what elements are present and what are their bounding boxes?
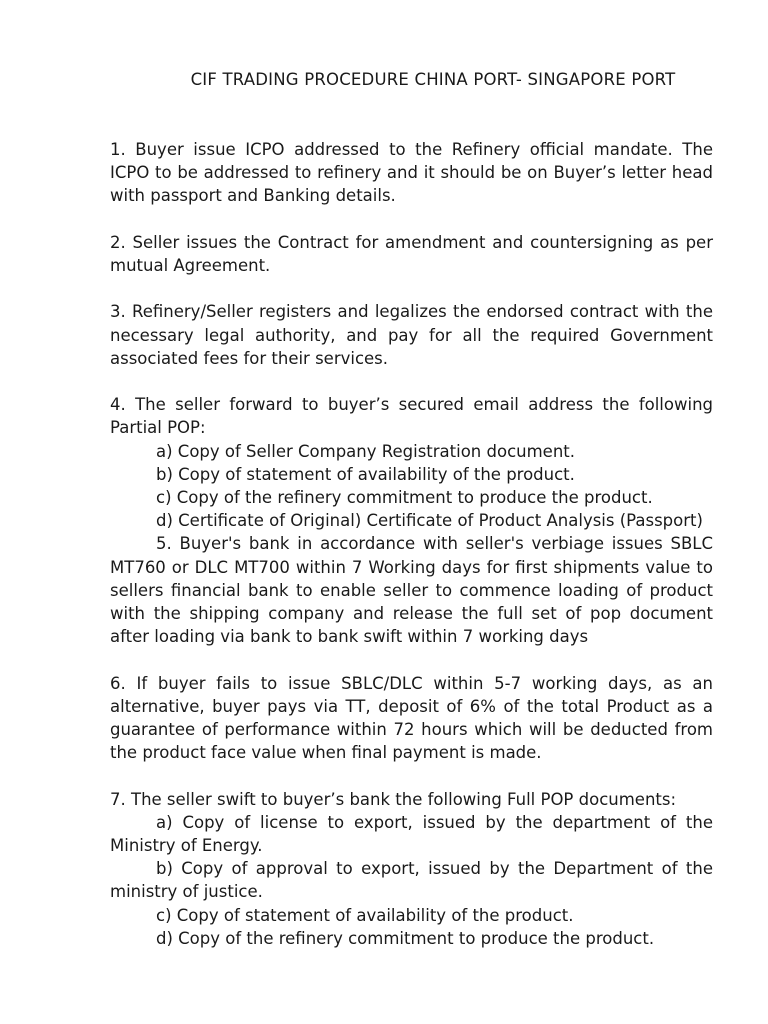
procedure-step-7: 7. The seller swift to buyer’s bank the following Full POP documents: (110, 789, 677, 809)
procedure-step-5: 5. Buyer's bank in accordance with seller's verbiage issues SBLC MT760 or DLC MT700 within 7 Working days for first shipments value to sellers financial bank to enable seller to commence loading of product with the shipping company and release the full set of pop document after loading via bank to bank swift within 7 working days (110, 534, 713, 647)
step-4-subitem-b: b) Copy of statement of availability of the product. (156, 464, 575, 484)
procedure-step-2: 2. Seller issues the Contract for amendment and countersigning as per mutual Agreement. (110, 232, 713, 275)
procedure-step-6: 6. If buyer fails to issue SBLC/DLC within 5-7 working days, as an alternative, buyer pays via TT, deposit of 6% of the total Product as a guarantee of performance within 72 hours which will be deducted from the product face value when final payment is made. (110, 673, 713, 763)
procedure-step-4: 4. The seller forward to buyer’s secured email address the following Partial POP: (110, 395, 713, 438)
step-4-subitem-c: c) Copy of the refinery commitment to produce the product. (156, 488, 653, 507)
step-4-subitem-d: d) Certificate of Original) Certificate of Product Analysis (Passport) (156, 511, 703, 531)
document-body (110, 138, 713, 950)
procedure-step-3: 3. Refinery/Seller registers and legalizes the endorsed contract with the necessary legal authority, and pay for all the required Government associated fees for their services. (110, 302, 713, 368)
step-4-subitem-a: a) Copy of Seller Company Registration document. (156, 441, 575, 461)
step-7-subitem-c: c) Copy of statement of availability of the product. (156, 905, 574, 925)
document-title: CIF TRADING PROCEDURE CHINA PORT- SINGAPORE PORT (190, 70, 676, 89)
step-7-subitem-b: b) Copy of approval to export, issued by the Department of the ministry of justice. (110, 859, 713, 902)
step-7-subitem-a: a) Copy of license to export, issued by the department of the Ministry of Energy. (110, 812, 713, 856)
step-7-subitem-d: d) Copy of the refinery commitment to produce the product. (156, 928, 655, 948)
procedure-step-1: 1. Buyer issue ICPO addressed to the Refinery official mandate. The ICPO to be addressed to refinery and it should be on Buyer’s letter head with passport and Banking details. (110, 140, 713, 206)
